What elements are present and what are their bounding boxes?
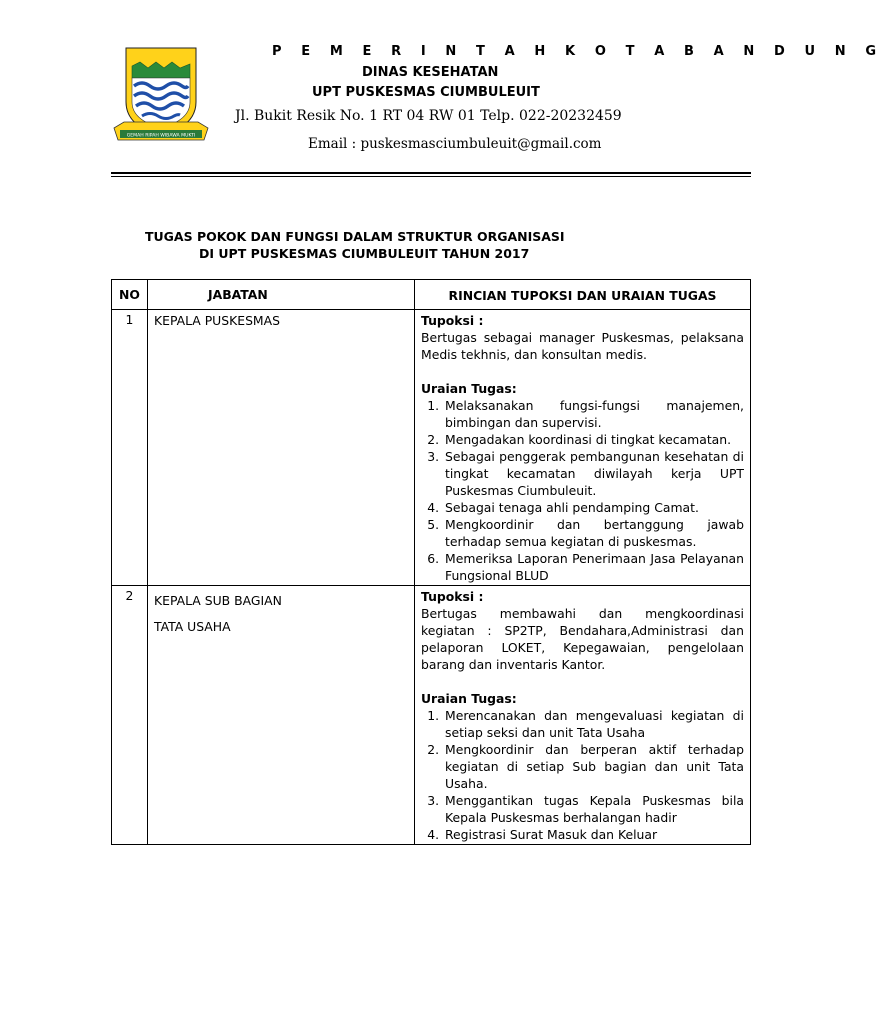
list-item: 3. Sebagai penggerak pembangunan kesehatan di tingkat kecamatan diwilayah kerja UPT Puskesmas Ciumbuleuit.	[443, 448, 744, 499]
row-rincian	[415, 310, 751, 586]
row-jabatan: KEPALA PUSKESMAS	[148, 310, 415, 586]
city-crest-logo	[112, 44, 210, 148]
government-name: P E M E R I N T A H K O T A B A N D U N G	[272, 44, 884, 59]
letterhead-divider	[111, 172, 751, 174]
tupoksi-label: Tupoksi :	[421, 589, 484, 604]
row-rincian	[415, 586, 751, 845]
header-jabatan: JABATAN	[148, 280, 415, 310]
svg-text:GEMAH RIPAH WIBAWA MUKTI: GEMAH RIPAH WIBAWA MUKTI	[126, 133, 196, 139]
uraian-label: Uraian Tugas:	[421, 691, 517, 706]
list-item: 2. Mengadakan koordinasi di tingkat kecamatan.	[443, 431, 744, 448]
unit-name: UPT PUSKESMAS CIUMBULEUIT	[312, 85, 540, 100]
row-jabatan	[148, 586, 415, 845]
table-row	[112, 310, 751, 586]
list-item: 4. Registrasi Surat Masuk dan Keluar	[443, 826, 744, 843]
tupoksi-table	[111, 279, 751, 845]
list-item: 2. Mengkoordinir dan berperan aktif terhadap kegiatan di setiap Sub bagian dan unit Tata Usaha.	[443, 741, 744, 792]
table-row	[112, 586, 751, 845]
letterhead-divider-thin	[111, 176, 751, 177]
uraian-label: Uraian Tugas:	[421, 381, 517, 396]
table-header-row	[112, 280, 751, 310]
list-item: 5. Mengkoordinir dan bertanggung jawab terhadap semua kegiatan di puskesmas.	[443, 516, 744, 550]
list-item: 1. Melaksanakan fungsi-fungsi manajemen, bimbingan dan supervisi.	[443, 397, 744, 431]
row-no: 1	[112, 310, 148, 586]
tupoksi-label: Tupoksi :	[421, 313, 484, 328]
uraian-list	[421, 397, 744, 584]
title-line-2: DI UPT PUSKESMAS CIUMBULEUIT TAHUN 2017	[199, 246, 530, 261]
agency-name: DINAS KESEHATAN	[362, 65, 499, 80]
email-line: Email : puskesmasciumbuleuit@gmail.com	[308, 136, 602, 152]
address-line: Jl. Bukit Resik No. 1 RT 04 RW 01 Telp. 022-20232459	[235, 108, 622, 124]
list-item: 1. Merencanakan dan mengevaluasi kegiatan di setiap seksi dan unit Tata Usaha	[443, 707, 744, 741]
row-no: 2	[112, 586, 148, 845]
list-item: 6. Memeriksa Laporan Penerimaan Jasa Pelayanan Fungsional BLUD	[443, 550, 744, 584]
title-line-1: TUGAS POKOK DAN FUNGSI DALAM STRUKTUR ORGANISASI	[145, 229, 565, 244]
list-item: 4. Sebagai tenaga ahli pendamping Camat.	[443, 499, 744, 516]
tupoksi-text: Bertugas sebagai manager Puskesmas, pelaksana Medis tekhnis, dan konsultan medis.	[421, 330, 744, 362]
tupoksi-text: Bertugas membawahi dan mengkoordinasi kegiatan : SP2TP, Bendahara,Administrasi dan pelaporan LOKET, Kepegawaian, pengelolaan barang dan inventaris Kantor.	[421, 606, 744, 672]
document-title	[111, 228, 751, 262]
header-no: NO	[112, 280, 148, 310]
list-item: 3. Menggantikan tugas Kepala Puskesmas bila Kepala Puskesmas berhalangan hadir	[443, 792, 744, 826]
jabatan-line: TATA USAHA	[154, 619, 231, 634]
jabatan-line: KEPALA SUB BAGIAN	[154, 593, 282, 608]
header-rincian: RINCIAN TUPOKSI DAN URAIAN TUGAS	[415, 280, 751, 310]
uraian-list	[421, 707, 744, 843]
